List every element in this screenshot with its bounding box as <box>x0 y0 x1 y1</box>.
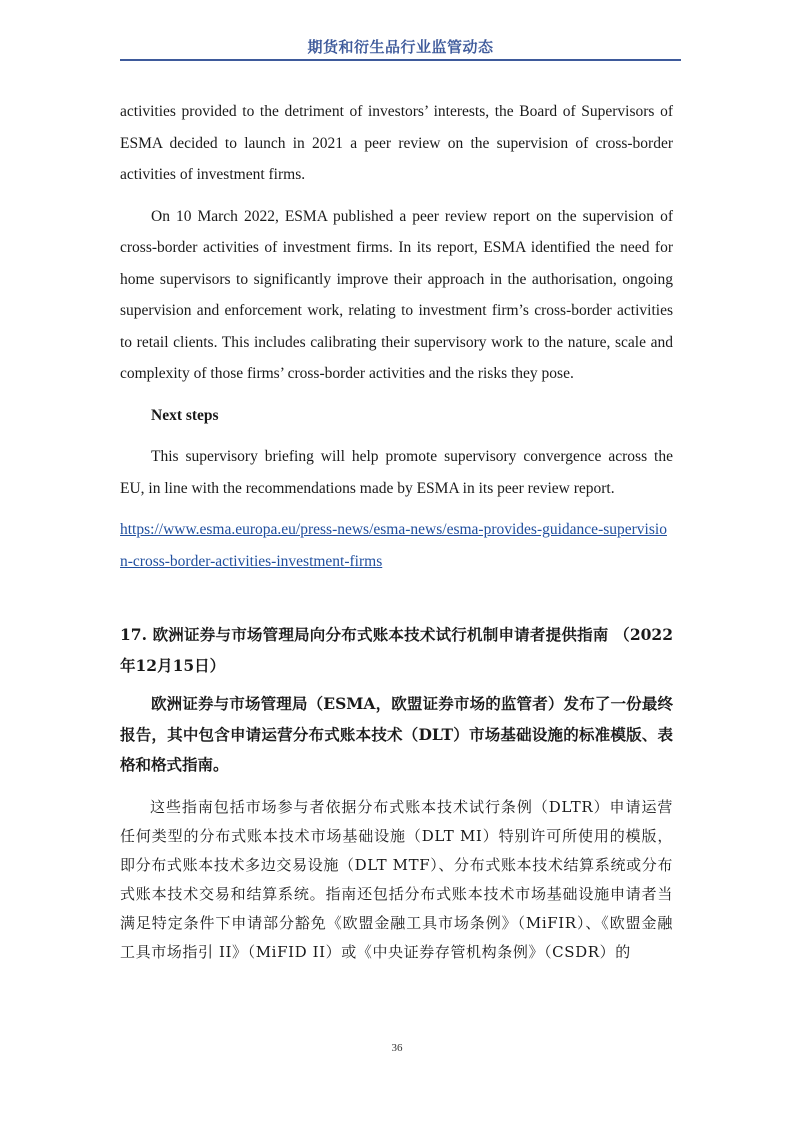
source-link[interactable]: https://www.esma.europa.eu/press-news/esma-news/esma-provides-guidance-supervision-cross-border-activities-investment-firms <box>120 521 667 570</box>
page-content <box>120 96 673 967</box>
running-header: 期货和衍生品行业监管动态 <box>307 38 494 56</box>
header-rule <box>120 59 681 61</box>
next-steps-heading: Next steps <box>151 406 219 424</box>
section-17-lead: 欧洲证券与市场管理局（ESMA，欧盟证券市场的监管者）发布了一份最终报告，其中包含申请运营分布式账本技术（DLT）市场基础设施的标准模版、表格和格式指南。 <box>120 694 673 774</box>
paragraph-next-steps: This supervisory briefing will help promote supervisory convergence across the EU, in line with the recommendations made by ESMA in its peer review report. <box>120 448 673 497</box>
page-number: 36 <box>391 1042 403 1054</box>
paragraph-peer-review-launch: activities provided to the detriment of investors’ interests, the Board of Supervisors of ESMA decided to launch in 2021 a peer review on the supervision of cross-border activities of investment firms. <box>120 103 673 183</box>
section-17-body: 这些指南包括市场参与者依据分布式账本技术试行条例（DLTR）申请运营任何类型的分布式账本技术市场基础设施（DLT MI）特别许可所使用的模版，即分布式账本技术多边交易设施（DLT MTF）、分布式账本技术结算系统或分布式账本技术交易和结算系统。指南还包括分布式账本技术市场基础设施申请者当满足特定条件下申请部分豁免《欧盟金融工具市场条例》（MiFIR）、《欧盟金融工具市场指引 II》（MiFID II）或《中央证券存管机构条例》（CSDR）的 <box>120 797 673 961</box>
paragraph-peer-review-report: On 10 March 2022, ESMA published a peer review report on the supervision of cross-border activities of investment firms. In its report, ESMA identified the need for home supervisors to significantly improve their approach in the authorisation, ongoing supervision and enforcement work, relating to investment firm’s cross-border activities to retail clients. This includes calibrating their supervisory work to the nature, scale and complexity of those firms’ cross-border activities and the risks they pose. <box>120 207 673 382</box>
section-17-heading: 17. 欧洲证券与市场管理局向分布式账本技术试行机制申请者提供指南 （2022年12月15日） <box>120 625 673 675</box>
